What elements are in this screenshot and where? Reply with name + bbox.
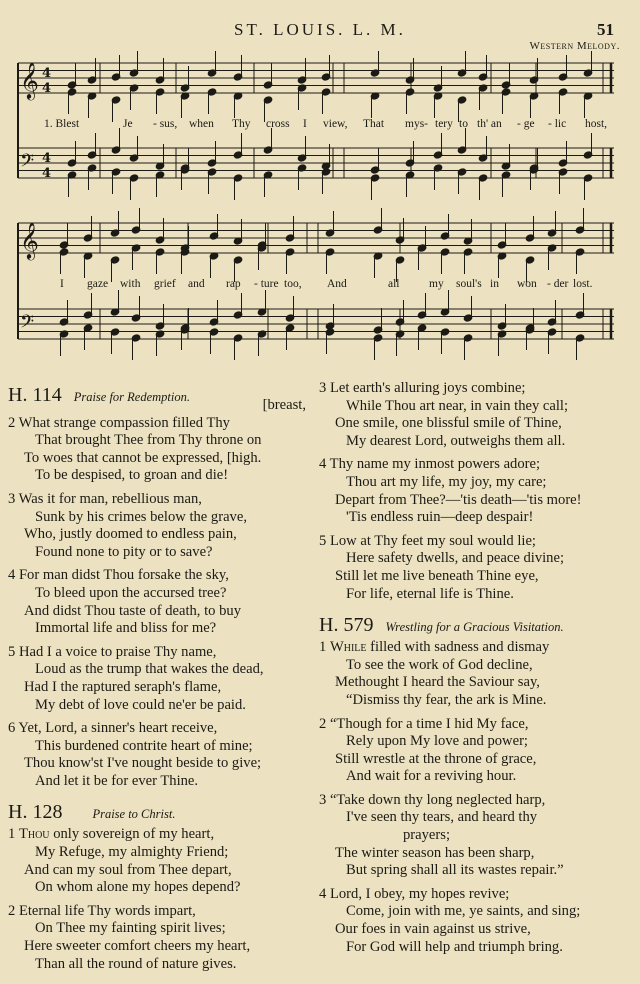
- lyric-syllable: all: [388, 278, 400, 290]
- verse-line: For God will help and triumph bring.: [346, 938, 563, 955]
- verse-line: 4 For man didst Thou forsake the sky,: [8, 567, 229, 584]
- verse-line: Found none to pity or to save?: [35, 543, 213, 560]
- page-number: 51: [597, 20, 614, 39]
- verse-line: Who, justly doomed to endless pain,: [24, 526, 237, 543]
- verse-line: 5 Had I a voice to praise Thy name,: [8, 643, 217, 660]
- verse-line: 4 Lord, I obey, my hopes revive;: [319, 885, 510, 902]
- verse-line: My dearest Lord, outweighs them all.: [346, 432, 566, 449]
- verse-line: 6 Yet, Lord, a sinner's heart receive,: [8, 720, 218, 737]
- lyric-syllable: rap: [226, 278, 241, 290]
- verse-line: One smile, one blissful smile of Thine,: [335, 415, 562, 432]
- time-signature: 4: [42, 81, 52, 96]
- verse-line: Methought I heard the Saviour say,: [335, 674, 540, 691]
- lyric-syllable: with: [120, 278, 141, 290]
- verse-line: My Refuge, my almighty Friend;: [35, 844, 229, 861]
- verse-line: Rely upon My love and power;: [346, 733, 528, 750]
- lyric-syllable: mys-: [405, 118, 428, 130]
- verse-line: And let it be for ever Thine.: [35, 772, 199, 789]
- verse-line: For life, eternal life is Thine.: [346, 585, 514, 602]
- lyric-syllable: 1. Blest: [44, 118, 80, 130]
- hymn-verses: [319, 639, 633, 956]
- verse-line: 3 Was it for man, rebellious man,: [8, 490, 202, 507]
- lyric-syllable: host,: [585, 118, 608, 130]
- time-signature: 4: [42, 66, 52, 81]
- verse-line: Than all the round of nature gives.: [35, 955, 237, 972]
- lyric-syllable: Je: [123, 118, 133, 130]
- hymn-title: Praise for Redemption.: [73, 390, 191, 404]
- verse-line: 1 Thou only sovereign of my heart,: [8, 826, 215, 843]
- lyric-syllable: won: [517, 278, 537, 290]
- lyric-syllable: my: [429, 278, 444, 290]
- hymn-verses: [8, 397, 308, 790]
- verse-line: “Dismiss thy fear, the ark is Mine.: [346, 691, 547, 708]
- lyric-syllable: And: [327, 278, 347, 290]
- verse-line: While Thou art near, in vain they call;: [346, 397, 569, 414]
- verse-line: Our foes in vain against us strive,: [335, 921, 531, 938]
- tune-credit: Western Melody.: [529, 40, 620, 52]
- verse-line: Here sweeter comfort cheers my heart,: [24, 938, 251, 955]
- verse-line: But spring shall all its wastes repair.”: [346, 862, 564, 879]
- page-title: ST. LOUIS. L. M.: [234, 20, 406, 39]
- verse-line: Still let me live beneath Thine eye,: [335, 567, 539, 584]
- verse-line: Come, join with me, ye saints, and sing;: [346, 903, 581, 920]
- time-signature: 4: [42, 151, 52, 166]
- hymn-header: [319, 613, 633, 639]
- lyric-syllable: soul's: [456, 278, 482, 290]
- lyric-syllable: lost.: [573, 278, 593, 290]
- verse-line: 2 “Though for a time I hid My face,: [319, 715, 529, 732]
- verse-line: Immortal life and bliss for me?: [35, 620, 217, 637]
- treble-clef: 𝄞: [20, 61, 39, 99]
- lyric-syllable: th' an: [477, 118, 502, 130]
- verse-line: I've seen thy tears, and heard thy: [346, 809, 538, 826]
- verse-line: On Thee my fainting spirit lives;: [35, 920, 226, 937]
- verse-line: This burdened contrite heart of mine;: [35, 737, 253, 754]
- lyric-syllable: - sus,: [153, 118, 178, 130]
- verse-line: Loud as the trump that wakes the dead,: [35, 661, 264, 678]
- verse-line: Here safety dwells, and peace divine;: [346, 550, 565, 567]
- lyric-syllable: view,: [323, 118, 348, 130]
- verse-line: 1 While filled with sadness and dismay: [319, 639, 550, 656]
- lyric-syllable: and: [188, 278, 205, 290]
- verse-line: Still wrestle at the throne of grace,: [335, 750, 537, 767]
- lyric-syllable: I: [60, 278, 64, 290]
- verse-line: Thou art my life, my joy, my care;: [346, 473, 547, 490]
- bass-clef: 𝄢: [20, 151, 35, 176]
- verse-line: Depart from Thee?—'tis death—'tis more!: [335, 491, 582, 508]
- verse-line: 4 Thy name my inmost powers adore;: [319, 456, 541, 473]
- verse-line: 5 Low at Thy feet my soul would lie;: [319, 532, 536, 549]
- lyric-syllable: That: [363, 118, 385, 130]
- hymn-number: H. 114: [8, 384, 62, 406]
- time-signature: 4: [42, 166, 52, 181]
- lyric-syllable: to: [459, 118, 468, 130]
- hymn-number: H. 128: [8, 801, 63, 824]
- verse-line: [breast,: [262, 397, 306, 413]
- verse-line: On whom alone my hopes depend?: [35, 879, 241, 896]
- hymn-verses: [8, 826, 308, 973]
- treble-clef: 𝄞: [20, 221, 39, 259]
- hymn-header: [8, 800, 308, 826]
- lyric-syllable: grief: [154, 278, 176, 290]
- lyric-syllable: - lic: [548, 118, 567, 130]
- lyric-syllable: - der: [547, 278, 569, 290]
- verse-line: 2 Eternal life Thy words impart,: [8, 902, 196, 919]
- verse-line: That brought Thee from Thy throne on: [35, 432, 262, 449]
- hymn-title: Praise to Christ.: [92, 807, 176, 822]
- verse-line: 2 What strange compassion filled Thy: [8, 414, 230, 431]
- verse-line: To be despised, to groan and die!: [35, 467, 229, 484]
- verse-line: And wait for a reviving hour.: [346, 768, 517, 785]
- lyric-syllable: cross: [266, 118, 290, 130]
- hymn-number: H. 579: [319, 614, 374, 637]
- verse-line: And can my soul from Thee depart,: [24, 861, 232, 878]
- verse-line: My debt of love could ne'er be paid.: [35, 696, 246, 713]
- verse-line: Sunk by his crimes below the grave,: [35, 508, 247, 525]
- lyric-syllable: gaze: [87, 278, 109, 290]
- lyric-syllable: - ge: [517, 118, 535, 130]
- hymn-verses: [319, 380, 633, 603]
- verse-line: Had I the raptured seraph's flame,: [24, 678, 222, 695]
- lyric-syllable: in: [490, 278, 499, 290]
- lyric-syllable: tery: [435, 118, 453, 130]
- verse-line: To woes that cannot be expressed, [high.: [24, 449, 262, 466]
- right-column: [319, 380, 633, 956]
- verse-line: Thou know'st I've nought beside to give;: [24, 755, 262, 772]
- lyric-syllable: too,: [284, 278, 302, 290]
- lyric-syllable: when: [189, 118, 214, 130]
- verse-line: To bleed upon the accursed tree?: [35, 584, 227, 601]
- verse-line: To see the work of God decline,: [346, 656, 533, 673]
- verse-line: 'Tis endless ruin—deep despair!: [346, 509, 534, 526]
- bass-clef: 𝄢: [20, 312, 35, 337]
- music-score: [0, 0, 640, 370]
- left-column: [8, 381, 308, 973]
- verse-line: 3 “Take down thy long neglected harp,: [319, 791, 546, 808]
- lyric-syllable: Thy: [232, 118, 251, 130]
- verse-line: And didst Thou taste of death, to buy: [24, 602, 241, 619]
- verse-line: The winter season has been sharp,: [335, 844, 535, 861]
- verse-line: prayers;: [403, 827, 451, 844]
- lyric-syllable: I: [303, 118, 307, 130]
- hymn-title: Wrestling for a Gracious Visitation.: [385, 620, 564, 635]
- lyric-syllable: - ture: [254, 278, 279, 290]
- verse-line: 3 Let earth's alluring joys combine;: [319, 380, 526, 396]
